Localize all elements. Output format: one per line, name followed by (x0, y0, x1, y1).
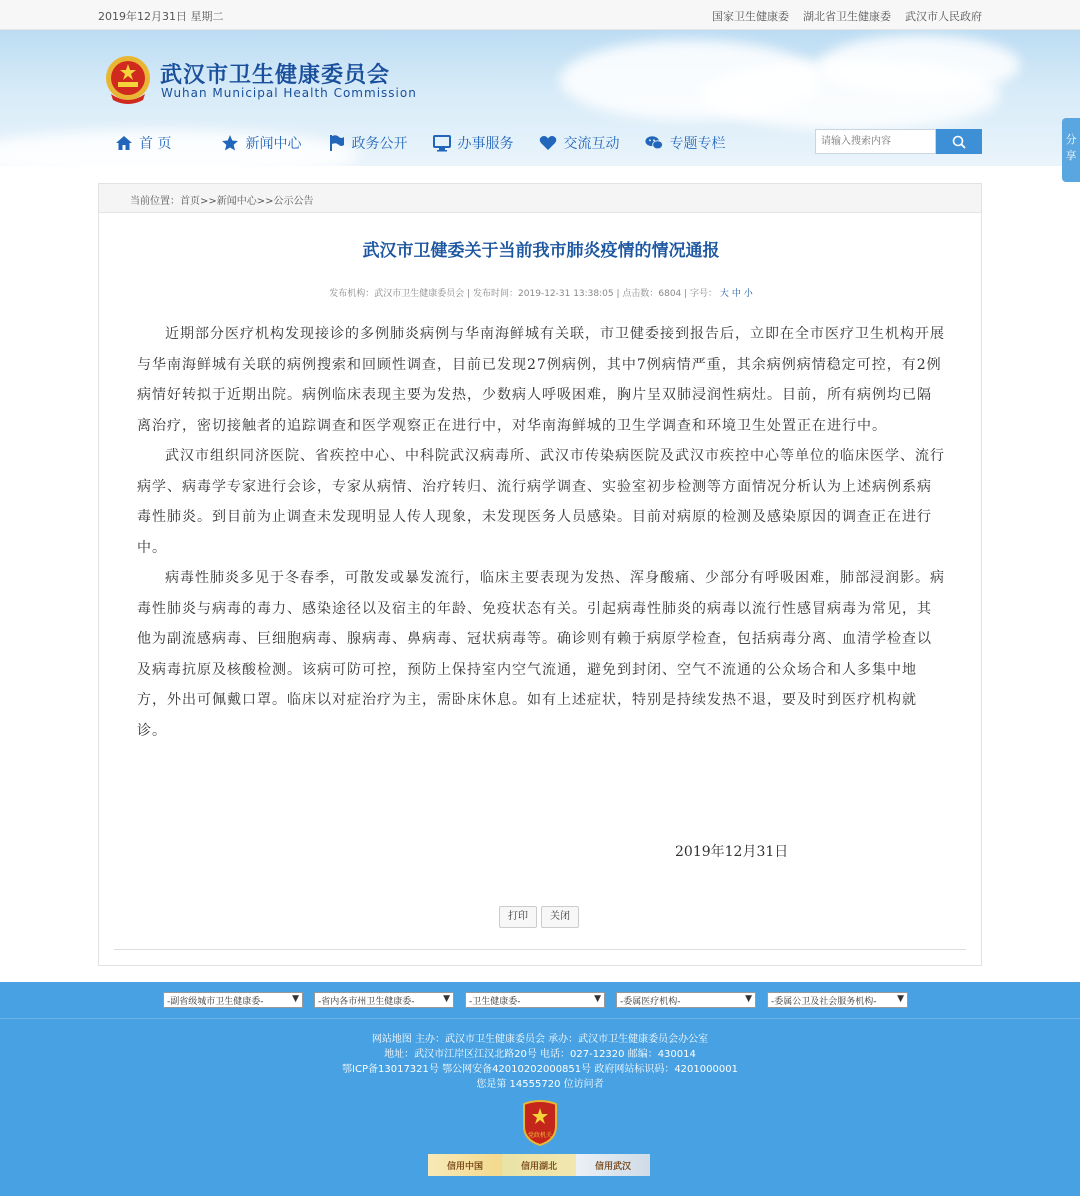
nav-topics[interactable] (645, 133, 725, 153)
nav-interaction[interactable] (539, 133, 619, 153)
site-title-en: Wuhan Municipal Health Commission (161, 86, 417, 100)
select-value: -委属公卫及社会服务机构- (771, 997, 877, 1007)
search-button[interactable] (936, 129, 982, 154)
select-value: -省内各市州卫生健康委- (318, 997, 415, 1007)
chevron-down-icon: ▼ (745, 994, 752, 1004)
chat-icon (645, 134, 663, 152)
nav-home-label: 首 页 (139, 136, 172, 152)
chevron-down-icon: ▼ (443, 994, 450, 1004)
badge-credit-china[interactable]: 信用中国 (428, 1154, 502, 1176)
home-icon (115, 134, 133, 152)
article-actions (499, 906, 579, 928)
nav-public-affairs[interactable] (327, 133, 407, 153)
select-medical-institutions[interactable] (616, 992, 756, 1008)
nav-services-label: 办事服务 (457, 136, 514, 152)
nav-topics-label: 专题专栏 (669, 136, 726, 152)
heart-icon (539, 134, 557, 152)
header-banner (0, 30, 1080, 166)
select-subprovincial-health[interactable] (163, 992, 303, 1008)
search-input[interactable] (815, 129, 936, 154)
footer-info (0, 1032, 1080, 1092)
print-button[interactable]: 打印 (499, 906, 537, 928)
chevron-down-icon: ▼ (897, 994, 904, 1004)
national-emblem-icon (103, 54, 153, 106)
footer-line-sponsor: 网站地图 主办：武汉市卫生健康委员会 承办：武汉市卫生健康委员会办公室 (371, 1034, 709, 1045)
article-paragraph: 武汉市组织同济医院、省疾控中心、中科院武汉病毒所、武汉市传染病医院及武汉市疾控中心等单位的临床医学、流行病学、病毒学专家进行会诊，专家从病情、治疗转归、流行病学调查、实验室初步检测等方面情况分析认为上述病例系病毒性肺炎。到目前为止调查未发现明显人传人现象，未发现医务人员感染。目前对病原的检测及感染原因的调查正在进行中。 (137, 448, 945, 556)
star-icon (221, 134, 239, 152)
link-hubei-health[interactable]: 湖北省卫生健康委 (803, 10, 891, 23)
top-bar (0, 0, 1080, 30)
top-links (712, 8, 982, 24)
article-panel (98, 183, 982, 966)
credit-badges (428, 1154, 650, 1176)
select-value: -副省级城市卫生健康委- (167, 997, 264, 1007)
chevron-down-icon: ▼ (292, 994, 299, 1004)
divider (114, 949, 966, 950)
search-icon (952, 135, 966, 149)
font-size-medium[interactable]: 中 (731, 289, 741, 299)
footer-link-selects (0, 982, 1080, 1019)
footer-line-icp: 鄂ICP备13017321号 鄂公网安备42010202000851号 政府网站标识码：4201000001 (342, 1064, 738, 1075)
current-date: 2019年12月31日 星期二 (98, 10, 224, 23)
close-button[interactable]: 关闭 (541, 906, 579, 928)
article-paragraph: 病毒性肺炎多见于冬春季，可散发或暴发流行，临床主要表现为发热、浑身酸痛、少部分有呼吸困难，肺部浸润影。病毒性肺炎与病毒的毒力、感染途径以及宿主的年龄、免疫状态有关。引起病毒性肺炎的病毒以流行性感冒病毒为常见，其他为副流感病毒、巨细胞病毒、腺病毒、鼻病毒、冠状病毒等。确诊则有赖于病原学检查，包括病毒分离、血清学检查以及病毒抗原及核酸检测。该病可防可控，预防上保持室内空气流通，避免到封闭、空气不流通的公众场合和人多集中地方，外出可佩戴口罩。临床以对症治疗为主，需卧床休息。如有上述症状，特别是持续发热不退，要及时到医疗机构就诊。 (137, 570, 945, 739)
nav-interaction-label: 交流互动 (563, 136, 620, 152)
article-body (137, 319, 945, 746)
badge-credit-wuhan[interactable]: 信用武汉 (576, 1154, 650, 1176)
select-value: -委属医疗机构- (620, 997, 681, 1007)
select-public-health-institutions[interactable] (767, 992, 908, 1008)
site-title: 武汉市卫生健康委员会 (160, 63, 391, 88)
flag-icon (327, 134, 345, 152)
article-sign-date: 2019年12月31日 (675, 844, 789, 860)
article-paragraph: 近期部分医疗机构发现接诊的多例肺炎病例与华南海鲜城有关联，市卫健委接到报告后，立即在全市医疗卫生机构开展与华南海鲜城有关联的病例搜索和回顾性调查，目前已发现27例病例，其中7例病情严重，其余病例病情稳定可控，有2例病情好转拟于近期出院。病例临床表现主要为发热，少数病人呼吸困难，胸片呈双肺浸润性病灶。目前，所有病例均已隔离治疗，密切接触者的追踪调查和医学观察正在进行中，对华南海鲜城的卫生学调查和环境卫生处置正在进行中。 (137, 326, 945, 434)
search-bar (815, 129, 982, 154)
monitor-icon (433, 134, 451, 152)
share-button[interactable]: 分享 (1062, 118, 1080, 182)
font-size-large[interactable]: 大 (719, 289, 729, 299)
article-meta (99, 286, 983, 299)
nav-home[interactable] (115, 133, 171, 153)
select-provincial-cities-health[interactable] (314, 992, 454, 1008)
breadcrumb: 当前位置：首页>>新闻中心>>公示公告 (99, 184, 981, 213)
badge-credit-hubei[interactable]: 信用湖北 (502, 1154, 576, 1176)
party-gov-emblem-icon[interactable] (520, 1100, 560, 1146)
cloud-decoration (820, 35, 1020, 95)
main-nav (115, 133, 751, 153)
nav-news[interactable] (221, 133, 301, 153)
footer (0, 982, 1080, 1196)
article-meta-info: 发布机构：武汉市卫生健康委员会 | 发布时间：2019-12-31 13:38:05 | 点击数：6804 | 字号： (329, 289, 718, 299)
article-title: 武汉市卫健委关于当前我市肺炎疫情的情况通报 (362, 241, 720, 261)
link-wuhan-gov[interactable]: 武汉市人民政府 (905, 10, 982, 23)
font-size-small[interactable]: 小 (743, 289, 753, 299)
nav-services[interactable] (433, 133, 513, 153)
link-national-health[interactable]: 国家卫生健康委 (712, 10, 789, 23)
footer-line-visitors: 您是第 14555720 位访问者 (476, 1079, 604, 1090)
nav-public-affairs-label: 政务公开 (351, 136, 408, 152)
footer-line-address: 地址：武汉市江岸区江汉北路20号 电话：027-12320 邮编：430014 (384, 1049, 696, 1060)
emblem-label: 党政机关 (527, 1132, 553, 1139)
nav-news-label: 新闻中心 (245, 136, 302, 152)
chevron-down-icon: ▼ (594, 994, 601, 1004)
select-health-commission[interactable] (465, 992, 605, 1008)
select-value: -卫生健康委- (469, 997, 521, 1007)
